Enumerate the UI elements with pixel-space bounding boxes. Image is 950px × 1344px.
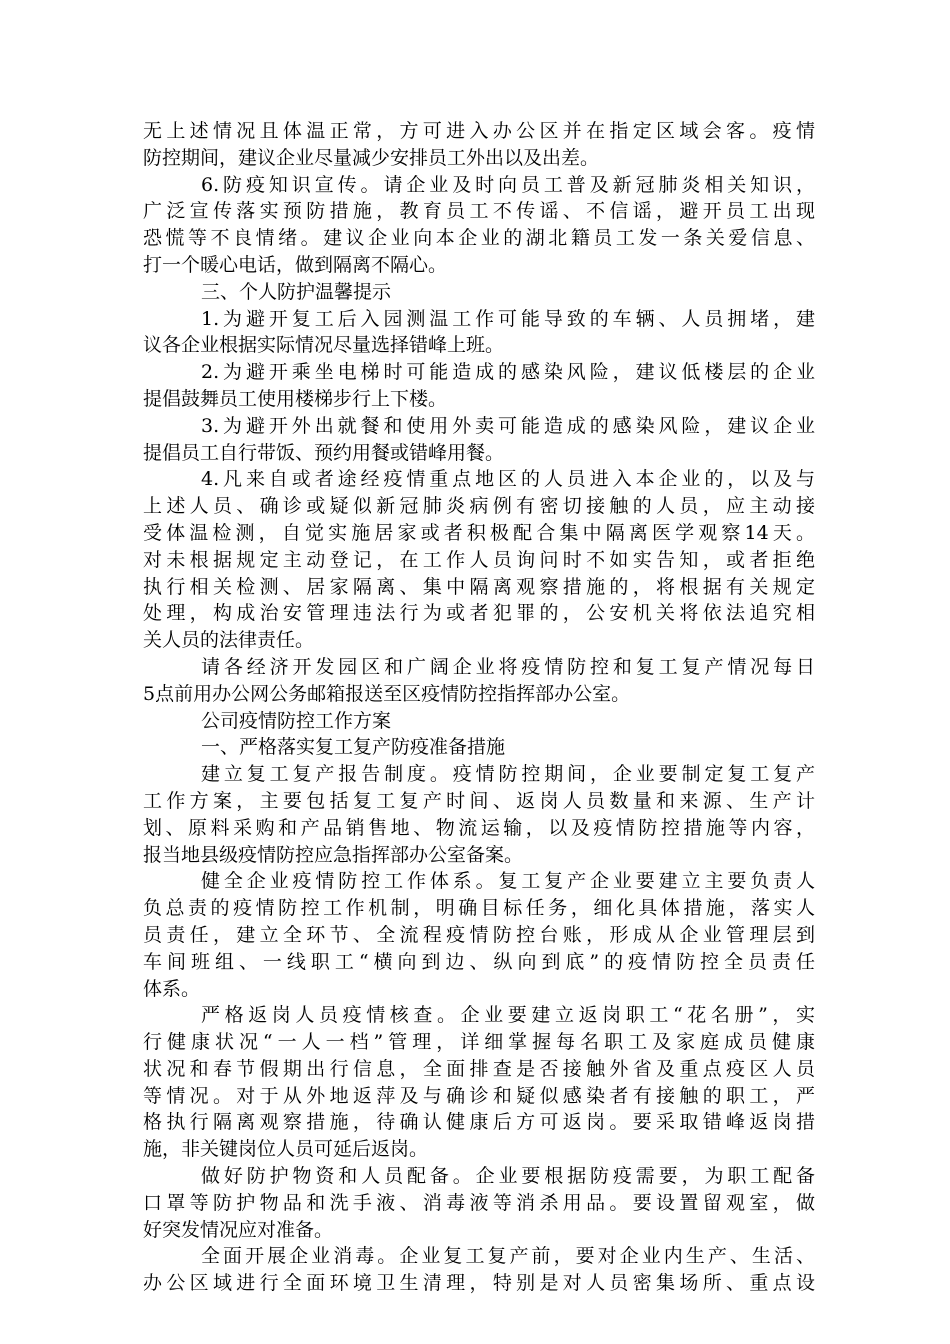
text-line: 议各企业根据实际情况尽量选择错峰上班。 [143, 334, 505, 357]
text-line: 处理，构成治安管理违法行为或者犯罪的，公安机关将依法追究相 [143, 602, 815, 625]
text-line: 恐慌等不良情绪。建议企业向本企业的湖北籍员工发一条关爱信息、 [143, 227, 815, 250]
text-line: 对未根据规定主动登记，在工作人员询问时不如实告知，或者拒绝 [143, 548, 815, 571]
text-line: 划、原料采购和产品销售地、物流运输，以及疫情防控措施等内容， [143, 816, 815, 839]
text-line: 报当地县级疫情防控应急指挥部办公室备案。 [143, 843, 524, 866]
text-line: 提倡鼓舞员工使用楼梯步行上下楼。 [143, 387, 448, 410]
text-line: 3.为避开外出就餐和使用外卖可能造成的感染风险，建议企业 [201, 414, 815, 437]
text-line: 受体温检测，自觉实施居家或者积极配合集中隔离医学观察14天。 [143, 521, 815, 544]
text-line: 执行相关检测、居家隔离、集中隔离观察措施的，将根据有关规定 [143, 575, 815, 598]
text-line: 全面开展企业消毒。企业复工复产前，要对企业内生产、生活、 [201, 1245, 815, 1268]
text-line: 等情况。对于从外地返萍及与确诊和疑似感染者有接触的职工，严 [143, 1084, 815, 1107]
text-line: 做好防护物资和人员配备。企业要根据防疫需要，为职工配备 [201, 1165, 815, 1188]
text-line: 员责任，建立全环节、全流程疫情防控台账，形成从企业管理层到 [143, 923, 815, 946]
text-line: 4.凡来自或者途经疫情重点地区的人员进入本企业的，以及与 [201, 468, 815, 491]
text-line: 好突发情况应对准备。 [143, 1218, 334, 1241]
text-line: 一、严格落实复工复产防疫准备措施 [201, 736, 506, 759]
text-line: 2.为避开乘坐电梯时可能造成的感染风险，建议低楼层的企业 [201, 361, 815, 384]
text-line: 车间班组、一线职工“横向到边、纵向到底”的疫情防控全员责任 [143, 950, 815, 973]
text-line: 6.防疫知识宣传。请企业及时向员工普及新冠肺炎相关知识， [201, 173, 815, 196]
text-line: 公司疫情防控工作方案 [201, 709, 392, 732]
document-body [143, 118, 815, 1297]
text-line: 严格返岗人员疫情核查。企业要建立返岗职工“花名册”，实 [201, 1004, 815, 1027]
text-line: 打一个暖心电话，做到隔离不隔心。 [143, 253, 448, 276]
text-line: 办公区域进行全面环境卫生清理，特别是对人员密集场所、重点设 [143, 1272, 815, 1295]
text-line: 上述人员、确诊或疑似新冠肺炎病例有密切接触的人员，应主动接 [143, 495, 815, 518]
text-line: 1.为避开复工后入园测温工作可能导致的车辆、人员拥堵，建 [201, 307, 815, 330]
text-line: 行健康状况“一人一档”管理，详细掌握每名职工及家庭成员健康 [143, 1031, 815, 1054]
text-line: 无上述情况且体温正常，方可进入办公区并在指定区域会客。疫情 [143, 120, 815, 142]
text-line: 提倡员工自行带饭、预约用餐或错峰用餐。 [143, 441, 505, 464]
text-line: 请各经济开发园区和广阔企业将疫情防控和复工复产情况每日 [201, 655, 815, 678]
text-line: 口罩等防护物品和洗手液、消毒液等消杀用品。要设置留观室，做 [143, 1191, 815, 1214]
text-line: 关人员的法律责任。 [143, 629, 315, 652]
text-line: 三、个人防护温馨提示 [201, 280, 392, 303]
text-line: 健全企业疫情防控工作体系。复工复产企业要建立主要负责人 [201, 870, 815, 893]
text-line: 5点前用办公网公务邮箱报送至区疫情防控指挥部办公室。 [143, 682, 631, 705]
text-line: 广泛宣传落实预防措施，教育员工不传谣、不信谣，避开员工出现 [143, 200, 815, 223]
text-line: 工作方案，主要包括复工复产时间、返岗人员数量和来源、生产计 [143, 789, 815, 812]
text-line: 防控期间，建议企业尽量减少安排员工外出以及出差。 [143, 146, 600, 169]
text-line: 建立复工复产报告制度。疫情防控期间，企业要制定复工复产 [201, 763, 815, 786]
text-line: 施，非关键岗位人员可延后返岗。 [143, 1138, 429, 1161]
text-line: 格执行隔离观察措施，待确认健康后方可返岗。要采取错峰返岗措 [143, 1111, 815, 1134]
text-line: 负总责的疫情防控工作机制，明确目标任务，细化具体措施，落实人 [143, 897, 815, 920]
text-line: 状况和春节假期出行信息，全面排查是否接触外省及重点疫区人员 [143, 1057, 815, 1080]
text-line: 体系。 [143, 977, 201, 1000]
